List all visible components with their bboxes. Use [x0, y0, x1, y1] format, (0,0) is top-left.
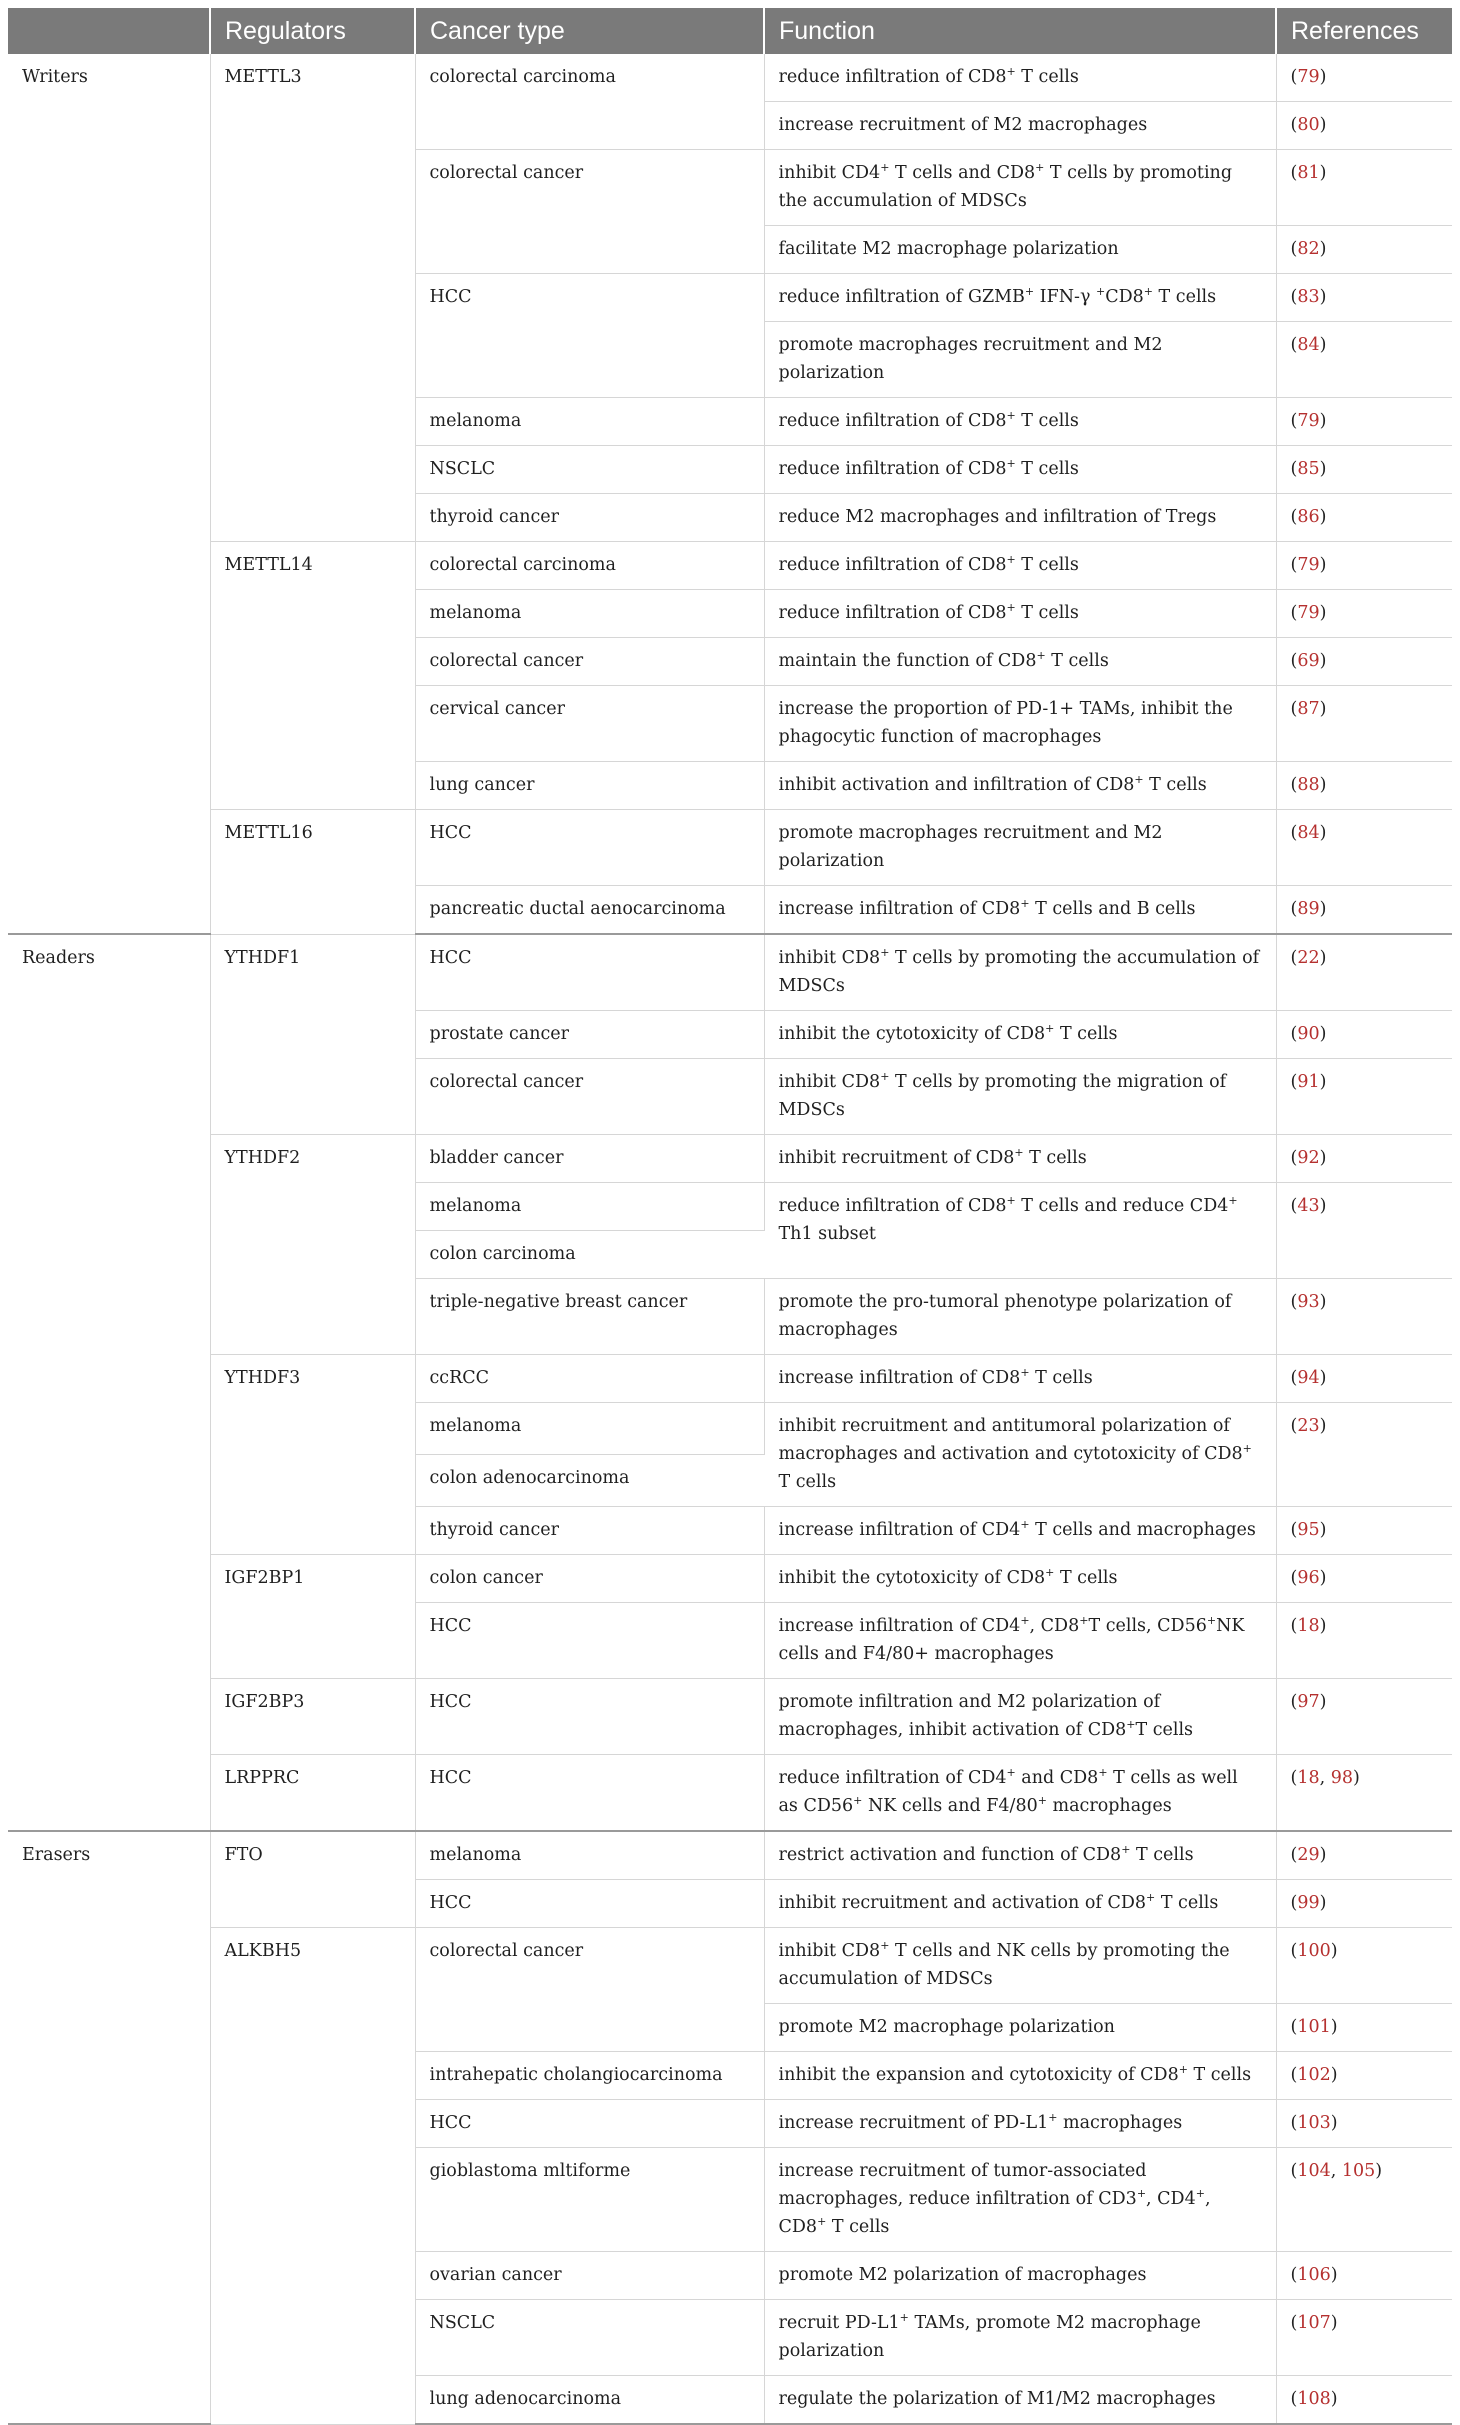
reference-link[interactable]: 91 [1297, 1072, 1320, 1092]
reference-link[interactable]: 23 [1297, 1416, 1320, 1436]
function-cell: promote the pro-tumoral phenotype polarization of macrophages [764, 1279, 1276, 1355]
category-cell: Erasers [8, 1831, 210, 2424]
references-cell: (106) [1276, 2252, 1452, 2300]
reference-link[interactable]: 79 [1297, 411, 1320, 431]
regulator-cell: FTO [210, 1831, 415, 1928]
function-cell: inhibit CD8+ T cells by promoting the accumulation of MDSCs [764, 934, 1276, 1011]
references-cell: (97) [1276, 1679, 1452, 1755]
references-cell: (84) [1276, 810, 1452, 886]
table-row [8, 1679, 1452, 1755]
function-cell: promote macrophages recruitment and M2 polarization [764, 322, 1276, 398]
references-cell: (18, 98) [1276, 1755, 1452, 1832]
function-cell: reduce infiltration of CD4+ and CD8+ T cells as well as CD56+ NK cells and F4/80+ macrophages [764, 1755, 1276, 1832]
cancer-type-cell: lung adenocarcinoma [415, 2376, 764, 2425]
function-cell: promote macrophages recruitment and M2 polarization [764, 810, 1276, 886]
references-cell: (83) [1276, 274, 1452, 322]
references-cell: (101) [1276, 2004, 1452, 2052]
reference-link[interactable]: 100 [1297, 1941, 1331, 1961]
reference-link[interactable]: 94 [1297, 1368, 1320, 1388]
reference-link[interactable]: 104 [1297, 2161, 1331, 2181]
reference-link[interactable]: 84 [1297, 335, 1320, 355]
function-cell: inhibit the expansion and cytotoxicity of CD8+ T cells [764, 2052, 1276, 2100]
references-cell: (81) [1276, 150, 1452, 226]
reference-link[interactable]: 98 [1330, 1768, 1354, 1788]
regulator-cell: IGF2BP1 [210, 1555, 415, 1679]
cancer-type-cell: colorectal cancer [415, 1059, 764, 1135]
regulator-cell: ALKBH5 [210, 1928, 415, 2425]
regulator-cell: IGF2BP3 [210, 1679, 415, 1755]
regulator-cell: METTL3 [210, 54, 415, 542]
references-cell: (18) [1276, 1603, 1452, 1679]
references-cell: (104, 105) [1276, 2148, 1452, 2252]
cancer-type-cell: HCC [415, 1755, 764, 1832]
references-cell: (92) [1276, 1135, 1452, 1183]
function-cell: inhibit the cytotoxicity of CD8+ T cells [764, 1011, 1276, 1059]
references-cell: (69) [1276, 638, 1452, 686]
cancer-type-cell: bladder cancer [415, 1135, 764, 1183]
table-body [8, 54, 1452, 2424]
header-cancer-type: Cancer type [415, 8, 764, 54]
references-cell: (93) [1276, 1279, 1452, 1355]
cancer-type-cell: thyroid cancer [415, 494, 764, 542]
reference-link[interactable]: 103 [1297, 2113, 1331, 2133]
function-cell: reduce infiltration of CD8+ T cells [764, 542, 1276, 590]
cancer-type-cell: gioblastoma mltiforme [415, 2148, 764, 2252]
references-cell: (89) [1276, 886, 1452, 935]
reference-link[interactable]: 81 [1297, 163, 1320, 183]
references-cell: (99) [1276, 1880, 1452, 1928]
references-cell: (79) [1276, 590, 1452, 638]
cancer-type-cell: HCC [415, 1880, 764, 1928]
cancer-type-cell: NSCLC [415, 2300, 764, 2376]
references-cell: (22) [1276, 934, 1452, 1011]
references-cell: (79) [1276, 398, 1452, 446]
reference-link[interactable]: 105 [1341, 2161, 1376, 2181]
table-row [8, 1831, 1452, 1880]
cancer-type-cell: ccRCC [415, 1355, 764, 1403]
reference-link[interactable]: 95 [1297, 1520, 1320, 1540]
references-cell: (79) [1276, 54, 1452, 102]
reference-link[interactable]: 43 [1297, 1196, 1320, 1216]
cancer-type-cell: cervical cancer [415, 686, 764, 762]
reference-link[interactable]: 89 [1297, 899, 1320, 919]
header-function: Function [764, 8, 1276, 54]
regulator-cell: METTL14 [210, 542, 415, 810]
cancer-type-cell: NSCLC [415, 446, 764, 494]
category-cell: Readers [8, 934, 210, 1831]
reference-link[interactable]: 92 [1297, 1148, 1320, 1168]
references-cell: (100) [1276, 1928, 1452, 2004]
references-cell: (95) [1276, 1507, 1452, 1555]
cancer-type-cell: colon cancer [415, 1555, 764, 1603]
references-cell: (103) [1276, 2100, 1452, 2148]
references-cell: (88) [1276, 762, 1452, 810]
function-cell: increase infiltration of CD8+ T cells and B cells [764, 886, 1276, 935]
table-row [8, 810, 1452, 886]
header-category [8, 8, 210, 54]
function-cell: inhibit CD4+ T cells and CD8+ T cells by promoting the accumulation of MDSCs [764, 150, 1276, 226]
reference-link[interactable]: 79 [1297, 555, 1320, 575]
references-cell: (43) [1276, 1183, 1452, 1279]
reference-link[interactable]: 97 [1297, 1692, 1320, 1712]
reference-link[interactable]: 99 [1297, 1893, 1320, 1913]
header-regulators: Regulators [210, 8, 415, 54]
regulator-cell: YTHDF3 [210, 1355, 415, 1555]
cancer-type-cell: melanoma [415, 1831, 764, 1880]
reference-link[interactable]: 96 [1297, 1568, 1320, 1588]
regulators-table [8, 8, 1452, 2425]
function-cell: increase infiltration of CD8+ T cells [764, 1355, 1276, 1403]
cancer-type-cell: intrahepatic cholangiocarcinoma [415, 2052, 764, 2100]
table-row [8, 1755, 1452, 1832]
cancer-type-cell: prostate cancer [415, 1011, 764, 1059]
regulator-cell: METTL16 [210, 810, 415, 935]
reference-link[interactable]: 69 [1297, 651, 1320, 671]
cancer-type-cell: melanoma [415, 590, 764, 638]
reference-link[interactable]: 85 [1297, 459, 1320, 479]
function-cell: increase infiltration of CD4+ T cells and macrophages [764, 1507, 1276, 1555]
cancer-type-cell: HCC [415, 1679, 764, 1755]
references-cell: (91) [1276, 1059, 1452, 1135]
cancer-type-cell: thyroid cancer [415, 1507, 764, 1555]
function-cell: inhibit CD8+ T cells and NK cells by promoting the accumulation of MDSCs [764, 1928, 1276, 2004]
reference-link[interactable]: 87 [1297, 699, 1320, 719]
reference-link[interactable]: 79 [1297, 67, 1320, 87]
table-row [8, 1555, 1452, 1603]
reference-link[interactable]: 107 [1297, 2313, 1331, 2333]
reference-link[interactable]: 79 [1297, 603, 1320, 623]
reference-link[interactable]: 18 [1297, 1616, 1320, 1636]
function-cell: inhibit the cytotoxicity of CD8+ T cells [764, 1555, 1276, 1603]
function-cell: inhibit recruitment and antitumoral polarization of macrophages and activation and cytotoxicity of CD8+ T cells [764, 1403, 1276, 1507]
references-cell: (94) [1276, 1355, 1452, 1403]
reference-link[interactable]: 93 [1297, 1292, 1320, 1312]
function-cell: restrict activation and function of CD8+ T cells [764, 1831, 1276, 1880]
cancer-type-cell: HCC [415, 934, 764, 1011]
table-row [8, 1355, 1452, 1403]
references-cell: (85) [1276, 446, 1452, 494]
table-row [8, 1928, 1452, 2004]
references-cell: (86) [1276, 494, 1452, 542]
cancer-type-cell: colorectal cancer [415, 1928, 764, 2052]
reference-link[interactable]: 106 [1297, 2265, 1331, 2285]
function-cell: reduce infiltration of CD8+ T cells [764, 398, 1276, 446]
cancer-type-cell: colon carcinoma [415, 1231, 764, 1279]
reference-link[interactable]: 83 [1297, 287, 1320, 307]
regulator-cell: LRPPRC [210, 1755, 415, 1832]
references-cell: (23) [1276, 1403, 1452, 1507]
references-cell: (107) [1276, 2300, 1452, 2376]
header-references: References [1276, 8, 1452, 54]
table-row [8, 542, 1452, 590]
table-row [8, 54, 1452, 102]
cancer-type-cell: HCC [415, 810, 764, 886]
cancer-type-cell: HCC [415, 1603, 764, 1679]
references-cell: (82) [1276, 226, 1452, 274]
regulator-cell: YTHDF2 [210, 1135, 415, 1355]
category-cell: Writers [8, 54, 210, 934]
function-cell: reduce infiltration of CD8+ T cells [764, 590, 1276, 638]
references-cell: (102) [1276, 2052, 1452, 2100]
function-cell: inhibit activation and infiltration of CD8+ T cells [764, 762, 1276, 810]
cancer-type-cell: lung cancer [415, 762, 764, 810]
function-cell: inhibit recruitment of CD8+ T cells [764, 1135, 1276, 1183]
cancer-type-cell: colorectal cancer [415, 638, 764, 686]
reference-link[interactable]: 90 [1297, 1024, 1320, 1044]
function-cell: reduce infiltration of GZMB+ IFN-γ +CD8+ T cells [764, 274, 1276, 322]
table-row [8, 934, 1452, 1011]
references-cell: (108) [1276, 2376, 1452, 2425]
header-row [8, 8, 1452, 54]
function-cell: reduce infiltration of CD8+ T cells and reduce CD4+ Th1 subset [764, 1183, 1276, 1279]
reference-link[interactable]: 84 [1297, 823, 1320, 843]
function-cell: increase recruitment of M2 macrophages [764, 102, 1276, 150]
reference-link[interactable]: 22 [1297, 948, 1320, 968]
reference-link[interactable]: 88 [1297, 775, 1320, 795]
function-cell: maintain the function of CD8+ T cells [764, 638, 1276, 686]
function-cell: promote M2 macrophage polarization [764, 2004, 1276, 2052]
function-cell: increase infiltration of CD4+, CD8+T cells, CD56+NK cells and F4/80+ macrophages [764, 1603, 1276, 1679]
reference-link[interactable]: 101 [1297, 2017, 1331, 2037]
references-cell: (79) [1276, 542, 1452, 590]
cancer-type-cell: pancreatic ductal aenocarcinoma [415, 886, 764, 935]
references-cell: (87) [1276, 686, 1452, 762]
cancer-type-cell: HCC [415, 2100, 764, 2148]
cancer-type-cell: melanoma [415, 398, 764, 446]
references-cell: (96) [1276, 1555, 1452, 1603]
table-row [8, 1135, 1452, 1183]
reference-link[interactable]: 18 [1297, 1768, 1320, 1788]
references-cell: (29) [1276, 1831, 1452, 1880]
function-cell: facilitate M2 macrophage polarization [764, 226, 1276, 274]
function-cell: inhibit recruitment and activation of CD8+ T cells [764, 1880, 1276, 1928]
function-cell: recruit PD-L1+ TAMs, promote M2 macrophage polarization [764, 2300, 1276, 2376]
reference-link[interactable]: 82 [1297, 239, 1320, 259]
function-cell: reduce infiltration of CD8+ T cells [764, 446, 1276, 494]
cancer-type-cell: triple-negative breast cancer [415, 1279, 764, 1355]
reference-link[interactable]: 102 [1297, 2065, 1331, 2085]
function-cell: increase recruitment of PD-L1+ macrophages [764, 2100, 1276, 2148]
function-cell: promote infiltration and M2 polarization of macrophages, inhibit activation of CD8+T cells [764, 1679, 1276, 1755]
reference-link[interactable]: 29 [1297, 1845, 1320, 1865]
function-cell: inhibit CD8+ T cells by promoting the migration of MDSCs [764, 1059, 1276, 1135]
cancer-type-cell: colorectal cancer [415, 150, 764, 274]
cancer-type-cell: colon adenocarcinoma [415, 1455, 764, 1507]
references-cell: (90) [1276, 1011, 1452, 1059]
cancer-type-cell: ovarian cancer [415, 2252, 764, 2300]
references-cell: (80) [1276, 102, 1452, 150]
references-cell: (84) [1276, 322, 1452, 398]
reference-link[interactable]: 80 [1297, 115, 1320, 135]
function-cell: reduce M2 macrophages and infiltration of Tregs [764, 494, 1276, 542]
function-cell: reduce infiltration of CD8+ T cells [764, 54, 1276, 102]
function-cell: increase the proportion of PD-1+ TAMs, inhibit the phagocytic function of macrophages [764, 686, 1276, 762]
regulator-cell: YTHDF1 [210, 934, 415, 1135]
function-cell: regulate the polarization of M1/M2 macrophages [764, 2376, 1276, 2425]
cancer-type-cell: melanoma [415, 1403, 764, 1455]
reference-link[interactable]: 108 [1297, 2389, 1331, 2409]
cancer-type-cell: colorectal carcinoma [415, 542, 764, 590]
reference-link[interactable]: 86 [1297, 507, 1320, 527]
cancer-type-cell: HCC [415, 274, 764, 398]
function-cell: promote M2 polarization of macrophages [764, 2252, 1276, 2300]
function-cell: increase recruitment of tumor-associated macrophages, reduce infiltration of CD3+, CD4+, CD8+ T cells [764, 2148, 1276, 2252]
cancer-type-cell: melanoma [415, 1183, 764, 1231]
cancer-type-cell: colorectal carcinoma [415, 54, 764, 150]
